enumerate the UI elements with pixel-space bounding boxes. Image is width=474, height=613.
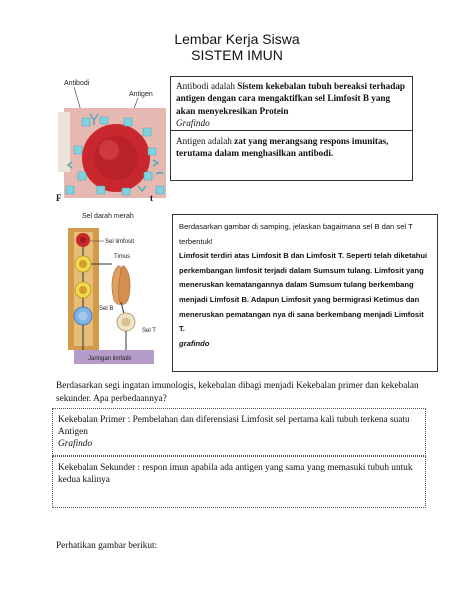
cutoff-text-left: F: [56, 193, 62, 203]
lymphocyte-prompt-line2: terbentuk!: [179, 236, 213, 246]
label-antigen: Antigen: [129, 91, 153, 98]
lymphocyte-answer: Limfosit terdiri atas Limfosit B dan Limfosit T. Seperti telah diketahui perkembangan limfosit terjadi dalam Sumsum tulang. Limfosit yang meneruskan kematangannya dalam Sumsum tulang berkembang menjadi Limfosit B. Adapun Limfosit yang bermigrasi Ketimus dan meneruskan pematangan nya di sana berkembang menjadi Limfosit T.: [179, 251, 428, 334]
lymphocyte-answer-box: [172, 214, 438, 372]
label-sel-limfosit: Sel limfosit: [105, 239, 135, 245]
definition-box: [170, 76, 413, 181]
worksheet-subtitle: SISTEM IMUN: [191, 47, 283, 63]
label-timus: Timus: [114, 254, 131, 260]
lymphocyte-development-illustration: [60, 210, 168, 365]
perhatikan-gambar-prompt: Perhatikan gambar berikut:: [56, 541, 158, 551]
kekebalan-primer-text: Kekebalan Primer : Pembelahan dan diferensiasi Limfosit sel pertama kali tubuh terkena suatu Antigen: [58, 415, 410, 438]
label-antibodi: Antibodi: [64, 80, 90, 87]
label-sel-b: Sel B: [99, 306, 114, 312]
lymphocyte-answer-source: grafindo: [179, 338, 210, 348]
label-sel-t: Sel T: [142, 328, 156, 334]
kekebalan-primer-answer: [52, 408, 426, 456]
kekebalan-question: Berdasarkan segi ingatan imunologis, kekebalan dibagi menjadi Kekebalan primer dan kekebalan sekunder. Apa perbedaannya?: [56, 381, 419, 404]
label-sel-darah-merah: Sel darah merah: [82, 213, 134, 220]
cutoff-text-right: t: [150, 193, 153, 203]
antigen-definition: Antigen adalah zat yang merangsang respons imunitas, terutama dalam menghasilkan antibodi.: [176, 136, 389, 159]
lymphocyte-prompt-line1: Berdasarkan gambar di samping, jelaskan bagaimana sel B dan sel T: [179, 222, 413, 231]
antibody-antigen-illustration: [52, 74, 167, 200]
antibodi-definition: Antibodi adalah Sistem kekebalan tubuh bereaksi terhadap antigen dengan cara mengaktifkan sel Limfosit B yang akan menyekresikan Protein Grafindo: [176, 81, 406, 129]
kekebalan-primer-source: Grafindo: [58, 439, 93, 450]
kekebalan-sekunder-text: Kekebalan Sekunder : respon imun apabila ada antigen yang sama yang memasuki tubuh untuk kedua kalinya: [58, 463, 413, 486]
antibodi-source: Grafindo: [176, 118, 210, 129]
definition-divider: [171, 130, 412, 131]
label-jaringan-limfatik: Jaringan limfatik: [88, 356, 132, 362]
kekebalan-sekunder-answer: [52, 456, 426, 508]
worksheet-title: Lembar Kerja Siswa: [174, 31, 300, 47]
